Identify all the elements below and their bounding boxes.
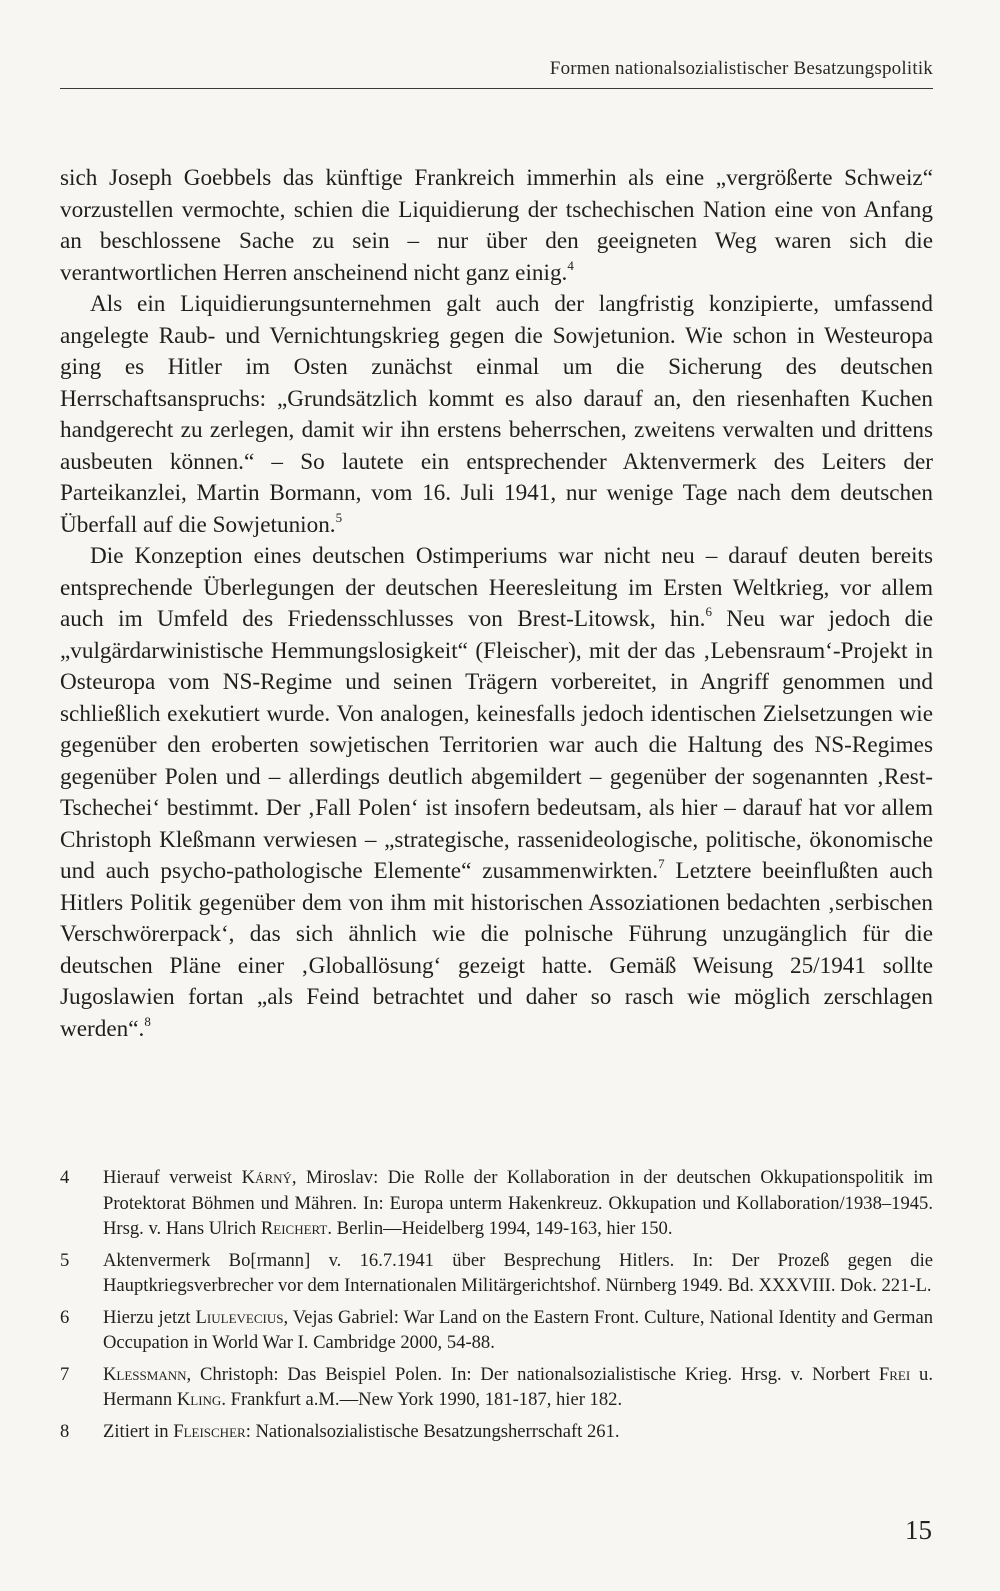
header-rule — [60, 88, 933, 89]
footnote-text-part: : Nationalsozialistische Besatzungsherrschaft 261. — [245, 1420, 620, 1442]
author-name: Kleßmann — [103, 1363, 187, 1385]
footnote-ref-4[interactable]: 4 — [567, 257, 574, 273]
footnote-ref-6[interactable]: 6 — [705, 604, 712, 619]
paragraph-2 — [60, 289, 933, 541]
footnote-text-part: Aktenvermerk Bo[rmann] v. 16.7.1941 über Besprechung Hitlers. In: Der Prozeß gegen die Hauptkriegsverbrecher vor dem Internationalen Militärgerichtshof. Nürnberg 1949. Bd. XXXVIII. Dok. 221-L. — [103, 1249, 933, 1296]
paragraph-2-text: Als ein Liquidierungsunternehmen galt auch der langfristig konzipierte, umfassend angelegte Raub- und Vernichtungskrieg gegen die Sowjetunion. Wie schon in Westeuropa ging es Hitler im Osten zunächst einmal um die Sicherung des deutschen Herrschaftsanspruchs: „Grundsätzlich kommt es also darauf an, den riesenhaften Kuchen handgerecht zu zerlegen, damit wir ihn erstens beherrschen, zweitens verwalten und drittens ausbeuten können.“ – So lautete ein entsprechender Aktenvermerk des Leiters der Parteikanzlei, Martin Bormann, vom 16. Juli 1941, nur wenige Tage nach dem deutschen Überfall auf die Sowjetunion. — [60, 291, 933, 538]
footnote-text-part: Hierauf verweist — [103, 1167, 242, 1188]
footnote-number: 5 — [60, 1249, 70, 1271]
paragraph-3-text-c: Letztere beeinflußten auch Hitlers Politik gegenüber dem von ihm mit historischen Assoziationen bedachten ‚serbischen Verschwörerpack‘, das sich ähnlich wie die polnische Führung unzugänglich für die deutschen Pläne einer ‚Globallösung‘ gezeigt hatte. Gemäß Weisung 25/1941 sollte Jugoslawien fortan „als Feind betrachtet und daher so rasch wie möglich zerschlagen werden“. — [60, 858, 933, 1042]
footnote-text — [103, 1362, 933, 1413]
footnote-text-part: u. Hermann — [103, 1363, 934, 1410]
footnote-number: 7 — [60, 1363, 70, 1385]
editor-name: Kling — [176, 1389, 222, 1410]
footnote-text — [103, 1305, 933, 1356]
footnote-6 — [60, 1305, 933, 1356]
footnote-ref-5[interactable]: 5 — [335, 509, 343, 525]
footnote-text — [103, 1165, 933, 1242]
footnote-text-part: , Miroslav: Die Rolle der Kollaboration in der deutschen Okkupationspolitik im Protektorat Böhmen und Mähren. In: Europa unterm Hakenkreuz. Okkupation und Kollaboration/1938–1945. Hrsg. v. Hans Ulrich — [103, 1167, 933, 1239]
footnote-7 — [60, 1362, 933, 1413]
author-name: Fleischer — [173, 1420, 246, 1442]
page-number: 15 — [905, 1515, 932, 1545]
footnote-text-part: . Frankfurt a.M.—New York 1990, 181-187, hier 182. — [221, 1389, 623, 1410]
footnote-8 — [60, 1419, 933, 1445]
paragraph-1-text: sich Joseph Goebbels das künftige Frankreich immerhin als eine „vergrößerte Schweiz“ vorzustellen vermochte, schien die Liquidierung der tschechischen Nation eine von Anfang an beschlossene Sache zu sein – nur über den geeigneten Weg waren sich die verantwortlichen Herren anscheinend nicht ganz einig. — [60, 165, 933, 286]
footnote-text-part: Hierzu jetzt — [103, 1306, 196, 1328]
footnote-text — [103, 1248, 933, 1299]
paragraph-3-text-a: Die Konzeption eines deutschen Ostimperiums war nicht neu – darauf deuten bereits entsprechende Überlegungen der deutschen Heeresleitung im Ersten Weltkrieg, vor allem auch im Umfeld des Friedensschlusses von Brest-Litowsk, hin. — [60, 543, 933, 632]
footnote-text-part: , Christoph: Das Beispiel Polen. In: Der nationalsozialistische Krieg. Hrsg. v. Norbert — [186, 1363, 879, 1385]
editor-name: Reichert — [260, 1218, 328, 1239]
editor-name: Frei — [878, 1363, 911, 1385]
footnote-text-part: Zitiert in — [103, 1420, 174, 1442]
paragraph-3 — [60, 541, 933, 1045]
footnote-text-part: . Berlin—Heidelberg 1994, 149-163, hier 150. — [327, 1218, 673, 1239]
footnotes — [60, 1165, 933, 1450]
author-name: Kárný — [241, 1167, 292, 1188]
paragraph-3-text-b: Neu war jedoch die „vulgärdarwinistische Hemmungslosigkeit“ (Fleischer), mit der das ‚Lebensraum‘-Projekt in Osteuropa vom NS-Regime und seinen Trägern vorbereitet, in Angriff genommen und schließlich exekutiert wurde. Von analogen, keinesfalls jedoch identischen Zielsetzungen wie gegenüber den eroberten sowjetischen Territorien war auch die Haltung des NS-Regimes gegenüber Polen und – allerdings deutlich abgemildert – gegenüber der sogenannten ‚Rest-Tschechei‘ bestimmt. Der ‚Fall Polen‘ ist insofern bedeutsam, als hier – darauf hat vor allem Christoph Kleßmann verwiesen – „strategische, rassenideologische, politische, ökonomische und auch psycho-pathologische Elemente“ zusammenwirkten. — [60, 606, 933, 884]
footnote-ref-8[interactable]: 8 — [144, 1013, 151, 1029]
footnote-ref-7[interactable]: 7 — [658, 856, 665, 871]
author-name: Liulevecius — [195, 1306, 284, 1328]
footnote-text-part: , Vejas Gabriel: War Land on the Eastern Front. Culture, National Identity and German Occupation in World War I. Cambridge 2000, 54-88. — [103, 1306, 934, 1353]
footnote-5 — [60, 1248, 933, 1299]
main-text — [60, 163, 933, 1045]
footnote-4 — [60, 1165, 933, 1242]
footnote-number: 4 — [60, 1167, 70, 1188]
footnote-number: 6 — [60, 1306, 70, 1328]
footnote-text — [103, 1419, 933, 1445]
paragraph-1 — [60, 163, 933, 289]
running-header: Formen nationalsozialistischer Besatzungspolitik — [549, 58, 933, 79]
footnote-number: 8 — [60, 1420, 70, 1442]
